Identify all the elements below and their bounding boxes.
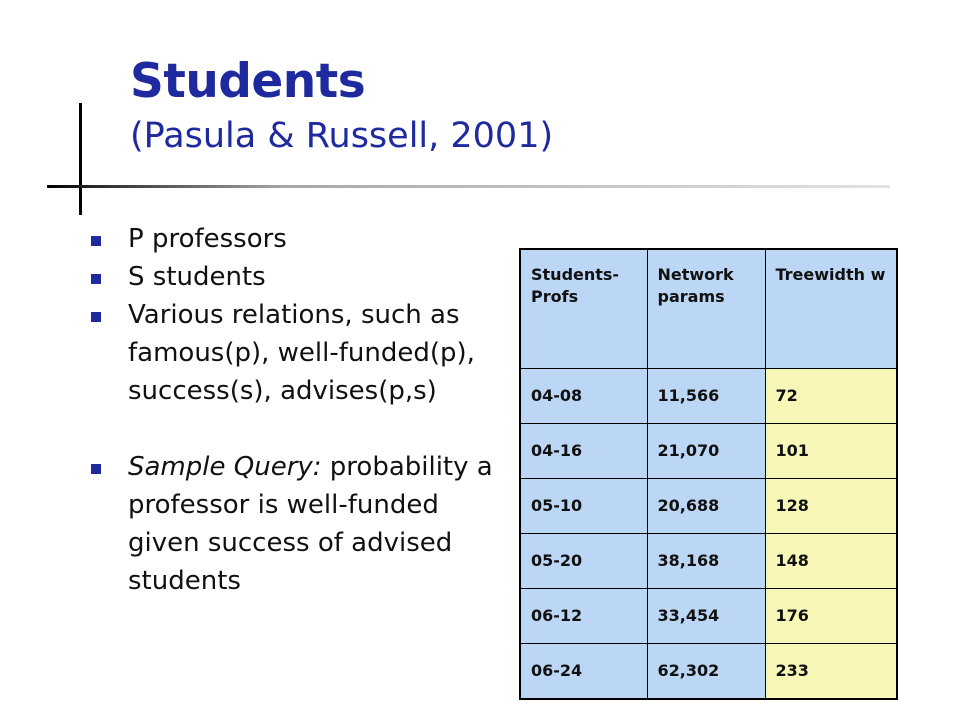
table-row [520,534,897,589]
cell-network-params: 38,168 [647,534,765,589]
title-rule-horizontal [47,185,890,188]
cell-network-params: 21,070 [647,424,765,479]
table-row [520,589,897,644]
bullet-list [91,220,501,600]
bullet-text: P professors [128,224,287,254]
cell-treewidth: 128 [765,479,897,534]
slide-title-block [130,54,553,162]
header-network-params: Network params [647,249,765,369]
cell-treewidth: 101 [765,424,897,479]
cell-students-profs: 06-12 [520,589,647,644]
bullet-text: Various relations, such as famous(p), well-funded(p), success(s), advises(p,s) [128,300,475,406]
bullet-text: S students [128,262,266,292]
results-table [519,248,898,700]
bullet-item [91,296,501,410]
cell-network-params: 62,302 [647,644,765,700]
cell-students-profs: 05-10 [520,479,647,534]
cell-students-profs: 05-20 [520,534,647,589]
cell-network-params: 33,454 [647,589,765,644]
square-bullet-icon [91,464,101,474]
table-row [520,369,897,424]
bullet-item [91,448,501,600]
cell-treewidth: 176 [765,589,897,644]
bullet-lead: Sample Query: [128,452,322,482]
cell-treewidth: 72 [765,369,897,424]
title-rule-vertical [79,103,82,215]
square-bullet-icon [91,236,101,246]
slide-title: Students [130,54,366,109]
cell-students-profs: 04-08 [520,369,647,424]
cell-network-params: 20,688 [647,479,765,534]
bullet-text: probability a professor is well-funded given success of advised students [128,452,493,596]
table-row [520,424,897,479]
cell-treewidth: 148 [765,534,897,589]
header-treewidth: Treewidth w [765,249,897,369]
header-students-profs: Students-Profs [520,249,647,369]
cell-treewidth: 233 [765,644,897,700]
cell-students-profs: 06-24 [520,644,647,700]
table-row [520,644,897,700]
cell-students-profs: 04-16 [520,424,647,479]
square-bullet-icon [91,312,101,322]
slide-subtitle: (Pasula & Russell, 2001) [130,116,554,156]
square-bullet-icon [91,274,101,284]
bullet-item [91,258,501,296]
table-header-row [520,249,897,369]
cell-network-params: 11,566 [647,369,765,424]
table-row [520,479,897,534]
bullet-item [91,220,501,258]
